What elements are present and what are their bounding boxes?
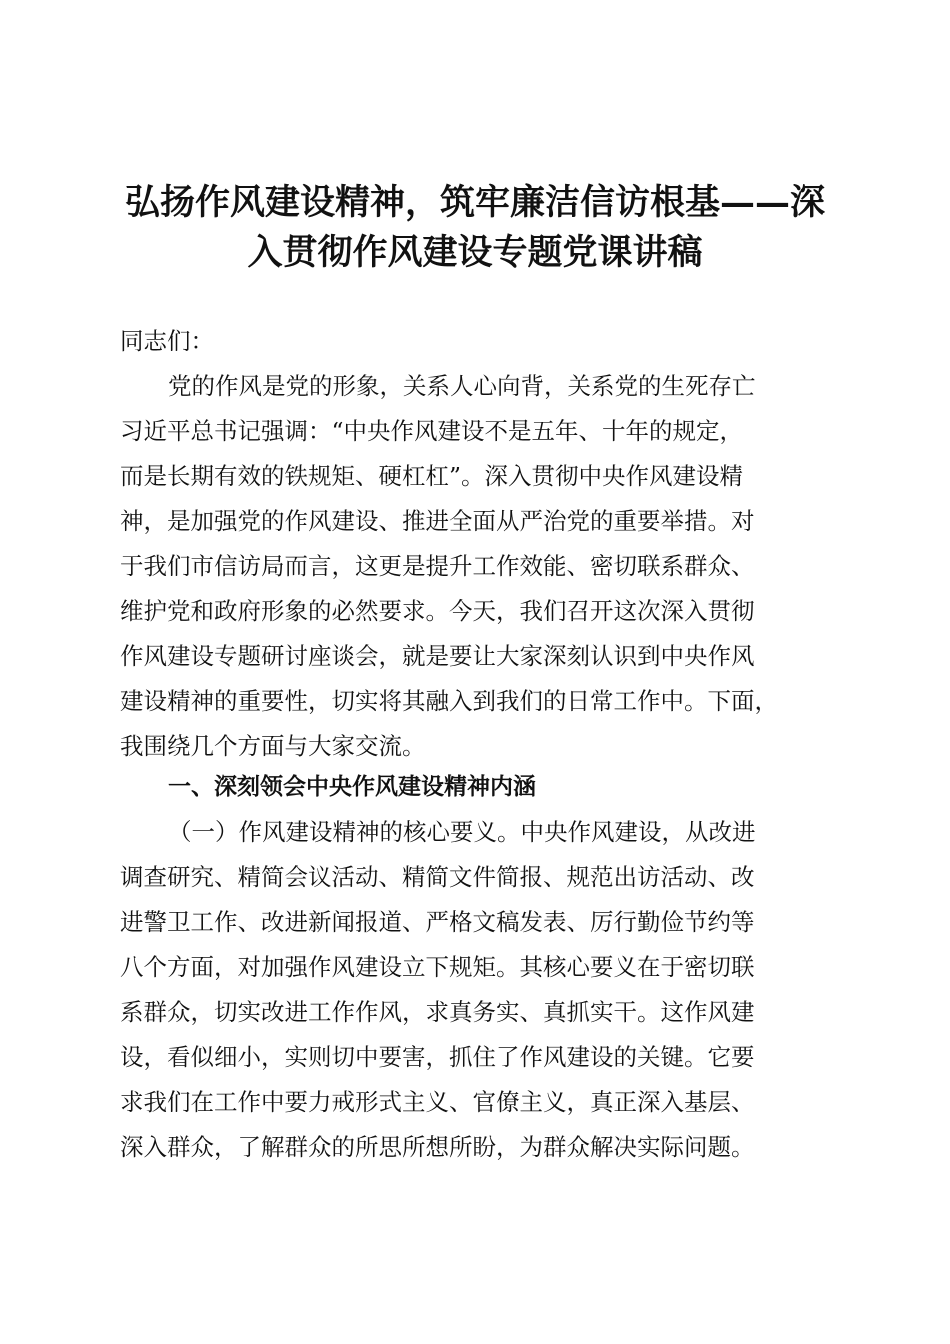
paragraph-line: 维护党和政府形象的必然要求。今天，我们召开这次深入贯彻 [120,597,755,625]
section-heading: 一、深刻领会中央作风建设精神内涵 [168,774,536,800]
paragraph-line: 我围绕几个方面与大家交流。 [120,732,426,760]
salutation: 同志们： [120,327,214,355]
paragraph-line: 建设精神的重要性，切实将其融入到我们的日常工作中。下面， [120,687,778,715]
paragraph-line: 神，是加强党的作风建设、推进全面从严治党的重要举措。对 [120,507,755,535]
paragraph-line: 习近平总书记强调：“中央作风建设不是五年、十年的规定， [120,417,744,445]
paragraph-core-meaning [120,810,840,1170]
paragraph-line: 进警卫工作、改进新闻报道、严格文稿发表、厉行勤俭节约等 [120,908,755,936]
paragraph-line: 深入群众，了解群众的所思所想所盼，为群众解决实际问题。 [120,1133,755,1161]
document-title [100,178,850,278]
paragraph-line: 作风建设专题研讨座谈会，就是要让大家深刻认识到中央作风 [120,642,755,670]
paragraph-line: 求我们在工作中要力戒形式主义、官僚主义，真正深入基层、 [120,1088,755,1116]
paragraph-line: 党的作风是党的形象，关系人心向背，关系党的生死存亡 [168,372,756,400]
paragraph-line: （一）作风建设精神的核心要义。中央作风建设，从改进 [168,818,756,846]
paragraph-line: 设，看似细小，实则切中要害，抓住了作风建设的关键。它要 [120,1043,755,1071]
paragraph-line: 八个方面，对加强作风建设立下规矩。其核心要义在于密切联 [120,953,755,981]
paragraph-line: 系群众，切实改进工作作风，求真务实、真抓实干。这作风建 [120,998,755,1026]
paragraph-intro [120,364,840,769]
title-line-2: 入贯彻作风建设专题党课讲稿 [247,232,703,273]
paragraph-line: 调查研究、精简会议活动、精简文件简报、规范出访活动、改 [120,863,755,891]
paragraph-line: 于我们市信访局而言，这更是提升工作效能、密切联系群众、 [120,552,755,580]
title-line-1: 弘扬作风建设精神，筑牢廉洁信访根基——深 [124,182,825,223]
paragraph-line: 而是长期有效的铁规矩、硬杠杠”。深入贯彻中央作风建设精 [120,462,744,490]
